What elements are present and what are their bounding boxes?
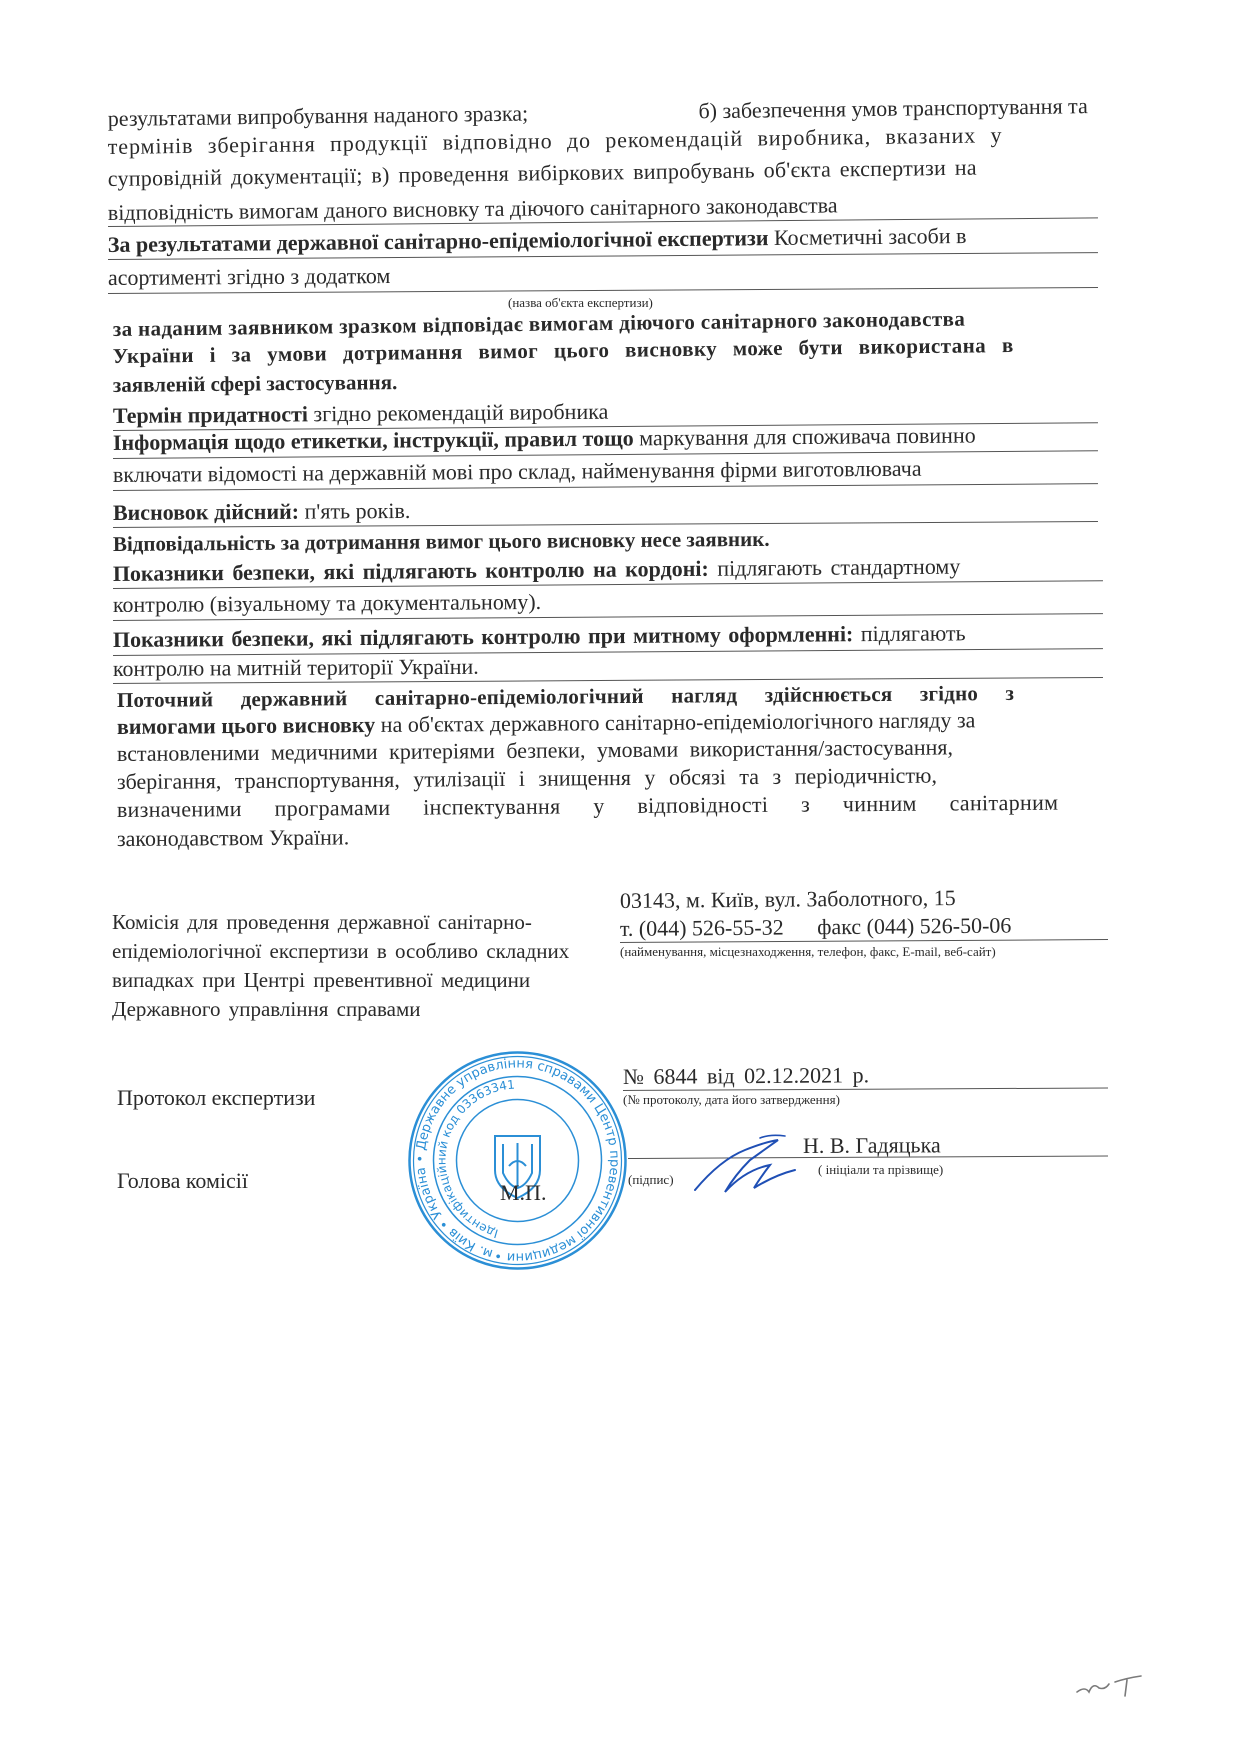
body-text: на об'єктах державного санітарно-епідеміологічного нагляду за: [380, 707, 976, 737]
seal-mark: М.П.: [500, 1180, 547, 1205]
body-text: включати відомості на державній мові про склад, найменування фірми виготовлювача: [112, 455, 922, 488]
body-text: контролю (візуальному та документальному).: [112, 589, 542, 617]
body-text: супровідній документації; в) проведення вибіркових випробувань об'єкта експертизи на: [107, 154, 977, 192]
body-text: визначеними програмами інспектування у відповідності з чинним санітарним: [116, 789, 1059, 823]
body-bold-text: Інформація щодо етикетки, інструкції, правил тощо: [112, 425, 634, 456]
body-text: підлягають: [860, 620, 966, 647]
commission-address: 03143, м. Київ, вул. Заболотного, 15: [619, 885, 956, 914]
protocol-caption: (№ протоколу, дата його затвердження): [623, 1092, 840, 1107]
protocol-number: № 6844 від 02.12.2021 р.: [622, 1062, 870, 1089]
body-line-17: [113, 619, 1103, 653]
body-text: контролю на митній території України.: [112, 653, 479, 681]
head-name: Н. В. Гадяцька: [802, 1132, 941, 1158]
commission-name: Комісія для проведення державної санітарно-епідеміологічної експертизи в особливо складних випадках при Центрі превентивної медицини Державного управління справами: [112, 910, 570, 1021]
body-line-16: [113, 589, 541, 618]
body-bold-text: вимогами цього висновку: [116, 711, 376, 740]
body-text: результатами випробування наданого зразка;: [107, 100, 529, 132]
body-line-23: [117, 789, 1102, 823]
body-text: б) забезпечення умов транспортування та: [698, 93, 1088, 124]
commission-phone: т. (044) 526-55-32: [619, 914, 784, 942]
body-bold-text: Висновок дійсний:: [112, 498, 300, 525]
body-bold-text: Поточний державний санітарно-епідеміологічний нагляд здійснюється згідно з: [116, 680, 1015, 713]
body-bold-text: Термін придатності: [112, 401, 309, 429]
address-caption: (найменування, місцезнаходження, телефон, факс, E-mail, веб-сайт): [620, 944, 996, 959]
official-stamp: [405, 1048, 630, 1273]
body-bold-text: заявленій сфері застосування.: [112, 370, 398, 398]
validity-value: п'ять років.: [304, 497, 411, 524]
signature-caption: (підпис): [628, 1172, 674, 1187]
body-line-9: [113, 369, 398, 398]
body-bold-text: Відповідальність за дотримання вимог цього висновку несе заявник.: [112, 526, 770, 557]
handwritten-signature: [690, 1130, 800, 1200]
handwritten-mark: [1075, 1668, 1145, 1698]
body-line-12: [113, 456, 922, 488]
body-text: законодавством України.: [116, 824, 350, 851]
body-line-10: [113, 399, 609, 429]
object-name-caption: (назва об'єкта експертизи): [508, 295, 653, 310]
head-label: Голова комісії: [117, 1168, 249, 1193]
body-line-13: [113, 498, 411, 526]
body-bold-text: Показники безпеки, які підлягають контролю при митному оформленні:: [112, 621, 854, 653]
body-bold-text: За результатами державної санітарно-епідеміологічної експертизи: [107, 225, 769, 258]
body-bold-text: за наданим заявником зразком відповідає вимогам діючого санітарного законодавства: [112, 306, 966, 342]
body-bold-text: України і за умови дотримання вимог цього висновку може бути використана в: [112, 332, 1014, 369]
protocol-label: Протокол експертизи: [117, 1085, 316, 1110]
commission-phone-line: [620, 913, 1012, 942]
stamp-outer-text: м. Київ • Україна • Державне управління справами Центр превентивної медицини •: [413, 1056, 622, 1265]
body-text: маркування для споживача повинно: [639, 422, 976, 451]
body-line-24: [117, 824, 349, 852]
body-line-18: [113, 654, 479, 682]
body-text: відповідність вимогам даного висновку та діючого санітарного законодавства: [107, 192, 838, 226]
body-text: підлягають стандартному: [717, 553, 961, 581]
name-caption: ( ініціали та прізвище): [818, 1162, 944, 1177]
body-text: термінів зберігання продукції відповідно до рекомендацій виробника, вказаних у: [107, 122, 1003, 160]
object-name-continued: асортименті згідно з додатком: [107, 263, 391, 291]
body-text: встановленими медичними критеріями безпеки, умовами використання/застосування,: [116, 734, 954, 767]
commission-fax: факс (044) 526-50-06: [817, 912, 1012, 940]
body-line-14: [113, 526, 770, 557]
body-bold-text: Показники безпеки, які підлягають контролю на кордоні:: [112, 555, 709, 587]
body-text: зберігання, транспортування, утилізації і знищення у обсязі та з періодичністю,: [116, 762, 938, 795]
body-line-3: [108, 153, 1093, 192]
stamp-inner-text: Ідентифікаційний код 03363341: [434, 1077, 516, 1241]
body-text: згідно рекомендацій виробника: [313, 398, 609, 427]
object-name: Косметичні засоби в: [773, 223, 967, 251]
body-line-6: [108, 263, 391, 291]
